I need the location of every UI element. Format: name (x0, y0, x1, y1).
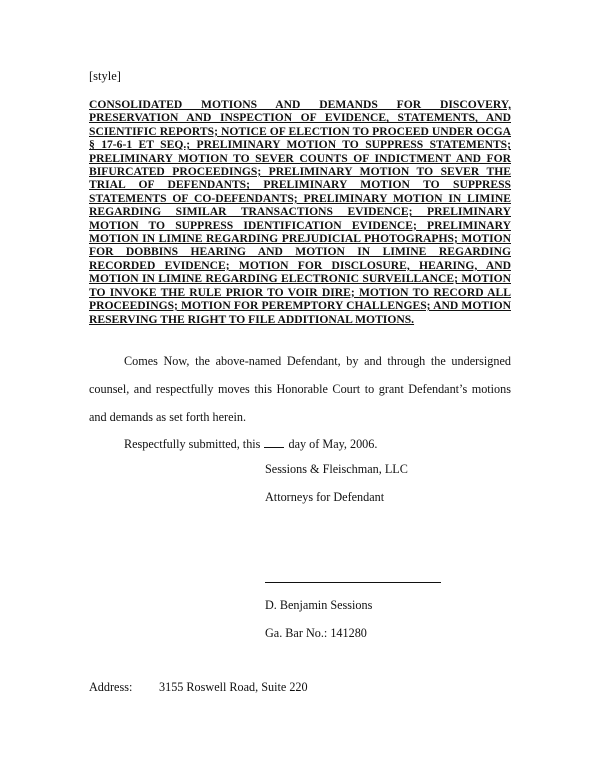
submitted-prefix: Respectfully submitted, this (124, 437, 261, 451)
attorney-role: Attorneys for Defendant (265, 490, 385, 504)
signature-line (265, 582, 441, 583)
submitted-line (124, 436, 377, 452)
address-label: Address: (89, 680, 133, 694)
style-tag: [style] (89, 69, 121, 83)
day-blank (264, 436, 284, 448)
address-value: 3155 Roswell Road, Suite 220 (159, 680, 308, 694)
firm-name: Sessions & Fleischman, LLC (265, 462, 408, 476)
body-paragraph: Comes Now, the above-named Defendant, by and through the undersigned counsel, and respectfully moves this Honorable Court to grant Defendant’s motions and demands as set forth herein. (89, 354, 511, 424)
document-heading: CONSOLIDATED MOTIONS AND DEMANDS FOR DISCOVERY, PRESERVATION AND INSPECTION OF EVIDENCE, STATEMENTS, AND SCIENTIFIC REPORTS; NOTICE OF ELECTION TO PROCEED UNDER OCGA § 17-6-1 ET SEQ.; PRELIMINARY MOTION TO SUPPRESS STATEMENTS; PRELIMINARY MOTION TO SEVER COUNTS OF INDICTMENT AND FOR BIFURCATED PROCEEDINGS; PRELIMINARY MOTION TO SEVER THE TRIAL OF DEFENDANTS; PRELIMINARY MOTION TO SUPPRESS STATEMENTS OF CO-DEFENDANTS; PRELIMINARY MOTION IN LIMINE REGARDING SIMILAR TRANSACTIONS EVIDENCE; PRELIMINARY MOTION TO SUPPRESS IDENTIFICATION EVIDENCE; PRELIMINARY MOTION IN LIMINE REGARDING PREJUDICIAL PHOTOGRAPHS; MOTION FOR DOBBINS HEARING AND MOTION IN LIMINE REGARDING RECORDED EVIDENCE; MOTION FOR DISCLOSURE, HEARING, AND MOTION IN LIMINE REGARDING ELECTRONIC SURVEILLANCE; MOTION TO INVOKE THE RULE PRIOR TO VOIR DIRE; MOTION TO RECORD ALL PROCEEDINGS; MOTION FOR PEREMPTORY CHALLENGES; AND MOTION RESERVING THE RIGHT TO FILE ADDITIONAL MOTIONS. (89, 98, 511, 326)
attorney-name: D. Benjamin Sessions (265, 598, 373, 612)
bar-number: Ga. Bar No.: 141280 (265, 626, 367, 640)
submitted-suffix: day of May, 2006. (288, 437, 378, 451)
